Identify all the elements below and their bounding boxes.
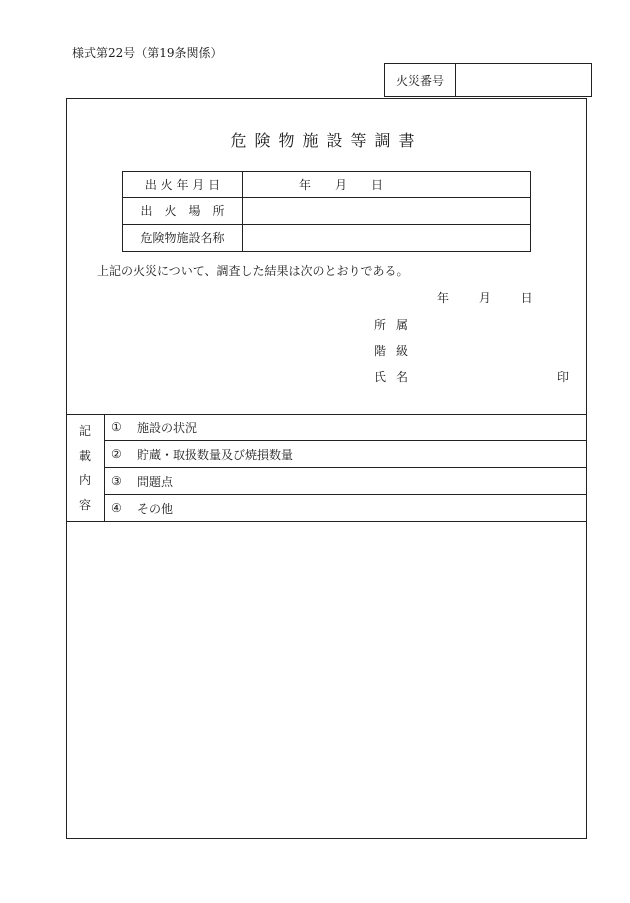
details-area[interactable]: [67, 523, 586, 838]
fire-number-label: 火災番号: [385, 64, 456, 96]
list-item: [105, 468, 587, 495]
fire-number-field[interactable]: [456, 64, 591, 96]
item-label: 問題点: [137, 474, 174, 489]
place-field[interactable]: [243, 198, 530, 223]
date-month: 月: [335, 178, 348, 193]
side-char: 載: [78, 448, 91, 463]
info-row-place: [123, 198, 530, 224]
info-label: 出 火 年 月 日: [123, 172, 243, 197]
item-number: ③: [111, 474, 122, 488]
page-title: 危険物施設等調書: [230, 131, 423, 150]
items-section: [66, 414, 587, 522]
side-char: 記: [78, 423, 91, 438]
rank-label: 階級: [374, 344, 419, 358]
date-year: 年: [299, 178, 312, 193]
info-label: 危険物施設名称: [123, 225, 243, 251]
side-char: 内: [78, 473, 91, 488]
sig-month: 月: [478, 291, 491, 305]
item-number: ②: [111, 447, 122, 461]
side-char: 容: [78, 498, 91, 513]
list-item: [105, 495, 587, 521]
info-row-facility: [123, 225, 530, 251]
item-number: ①: [111, 420, 122, 434]
facility-name-field[interactable]: [243, 225, 530, 251]
items-list: [105, 414, 587, 521]
item-label: 施設の状況: [137, 420, 198, 435]
sig-day: 日: [520, 291, 533, 305]
statement-text: 上記の火災について、調査した結果は次のとおりである。: [97, 264, 409, 278]
affiliation-label: 所属: [374, 318, 419, 332]
sig-year: 年: [437, 291, 450, 305]
item-number: ④: [111, 501, 122, 515]
item-label: 貯蔵・取扱数量及び焼損数量: [137, 447, 294, 462]
item-label: その他: [137, 501, 174, 516]
signature-date[interactable]: [437, 289, 559, 306]
date-day: 日: [371, 178, 384, 193]
list-item: [105, 441, 587, 468]
list-item: [105, 414, 587, 441]
info-label: 出 火 場 所: [123, 198, 243, 223]
items-side-label: [66, 414, 105, 521]
info-table: [122, 171, 531, 252]
fire-number-box: [384, 63, 592, 97]
seal-mark: 印: [557, 370, 570, 384]
date-field[interactable]: [243, 172, 530, 197]
form-number: 様式第22号（第19条関係）: [72, 46, 223, 60]
name-label: 氏名: [374, 370, 419, 384]
info-row-date: [123, 172, 530, 198]
